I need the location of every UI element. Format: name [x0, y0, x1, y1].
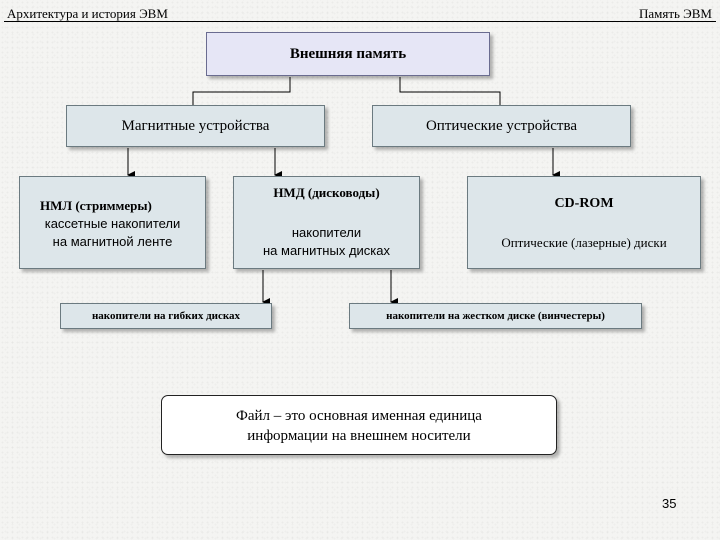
magnetic-devices-label: Магнитные устройства	[121, 117, 270, 134]
cdrom-title: CD-ROM	[554, 196, 614, 211]
header-left-title: Архитектура и история ЭВМ	[7, 6, 168, 21]
optical-devices-label: Оптические устройства	[425, 117, 578, 134]
floppy-drives-box	[60, 303, 272, 329]
magnetic-devices-box	[66, 105, 325, 147]
page-number: 35	[662, 496, 677, 511]
file-note-line1: Файл – это основная именная единица	[236, 408, 482, 424]
nmd-title: НМД (дисководы)	[273, 185, 380, 200]
nmd-box	[233, 176, 420, 269]
file-definition-note	[161, 395, 557, 455]
cdrom-box	[467, 176, 701, 269]
header-right-title: Память ЭВМ	[638, 6, 712, 21]
connector-root-optical	[400, 77, 500, 105]
optical-devices-box	[372, 105, 631, 147]
cdrom-description: Оптические (лазерные) диски	[501, 235, 667, 250]
nml-box	[19, 176, 206, 269]
file-note-line2: информации на внешнем носители	[247, 428, 471, 444]
hard-disk-box	[349, 303, 642, 329]
floppy-drives-label: накопители на гибких дисках	[91, 310, 241, 322]
nml-description-line2: на магнитной ленте	[52, 234, 173, 249]
connector-root-magnetic	[193, 77, 290, 105]
nmd-description-line1: накопители	[291, 225, 362, 240]
nml-description-line1: кассетные накопители	[44, 216, 181, 231]
external-memory-box	[206, 32, 490, 76]
hard-disk-label: накопители на жестком диске (винчестеры)	[386, 310, 605, 322]
nml-title: НМЛ (стриммеры)	[40, 198, 152, 213]
nmd-description-line2: на магнитных дисках	[262, 243, 390, 258]
external-memory-label: Внешняя память	[289, 45, 407, 62]
